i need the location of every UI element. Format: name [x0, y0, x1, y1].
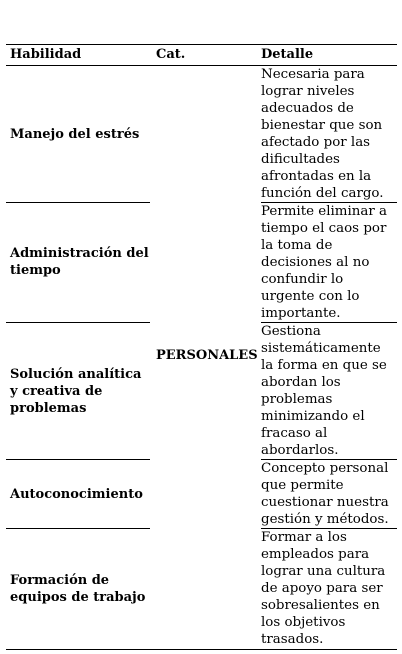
detail-cell-administracion-tiempo: Permite eliminar a tiempo el caos por la toma de decisiones al no confundir lo urgente con lo importante. — [261, 204, 387, 321]
skill-cell-manejo-estres: Manejo del estrés — [10, 126, 140, 142]
skills-table — [6, 44, 397, 650]
header-habilidad: Habilidad — [10, 47, 82, 62]
skill-cell-administracion-tiempo: Administración del tiempo — [10, 246, 149, 278]
detail-cell-manejo-estres: Necesaria para lograr niveles adecuados de bienestar que son afectado por las dificultades afrontadas en la función del cargo. — [261, 67, 384, 201]
skill-cell-formacion-equipos: Formación de equipos de trabajo — [10, 573, 146, 605]
skill-cell-autoconocimiento: Autoconocimiento — [10, 486, 143, 502]
detail-cell-formacion-equipos: Formar a los empleados para lograr una cultura de apoyo para ser sobresalientes en los objetivos trasados. — [261, 530, 386, 647]
detail-cell-solucion-problemas: Gestiona sistemáticamente la forma en que se abordan los problemas minimizando el fracaso al abordarlos. — [261, 324, 387, 458]
header-detalle: Detalle — [261, 47, 314, 62]
skill-cell-solucion-problemas: Solución analítica y creativa de problemas — [10, 366, 142, 416]
table-bottom-rule — [6, 649, 397, 650]
detail-cell-autoconocimiento: Concepto personal que permite cuestionar nuestra gestión y métodos. — [261, 461, 389, 527]
table-top-rule — [6, 44, 397, 45]
header-categoria: Cat. — [156, 47, 186, 62]
category-cell-personales: PERSONALES — [156, 348, 258, 363]
